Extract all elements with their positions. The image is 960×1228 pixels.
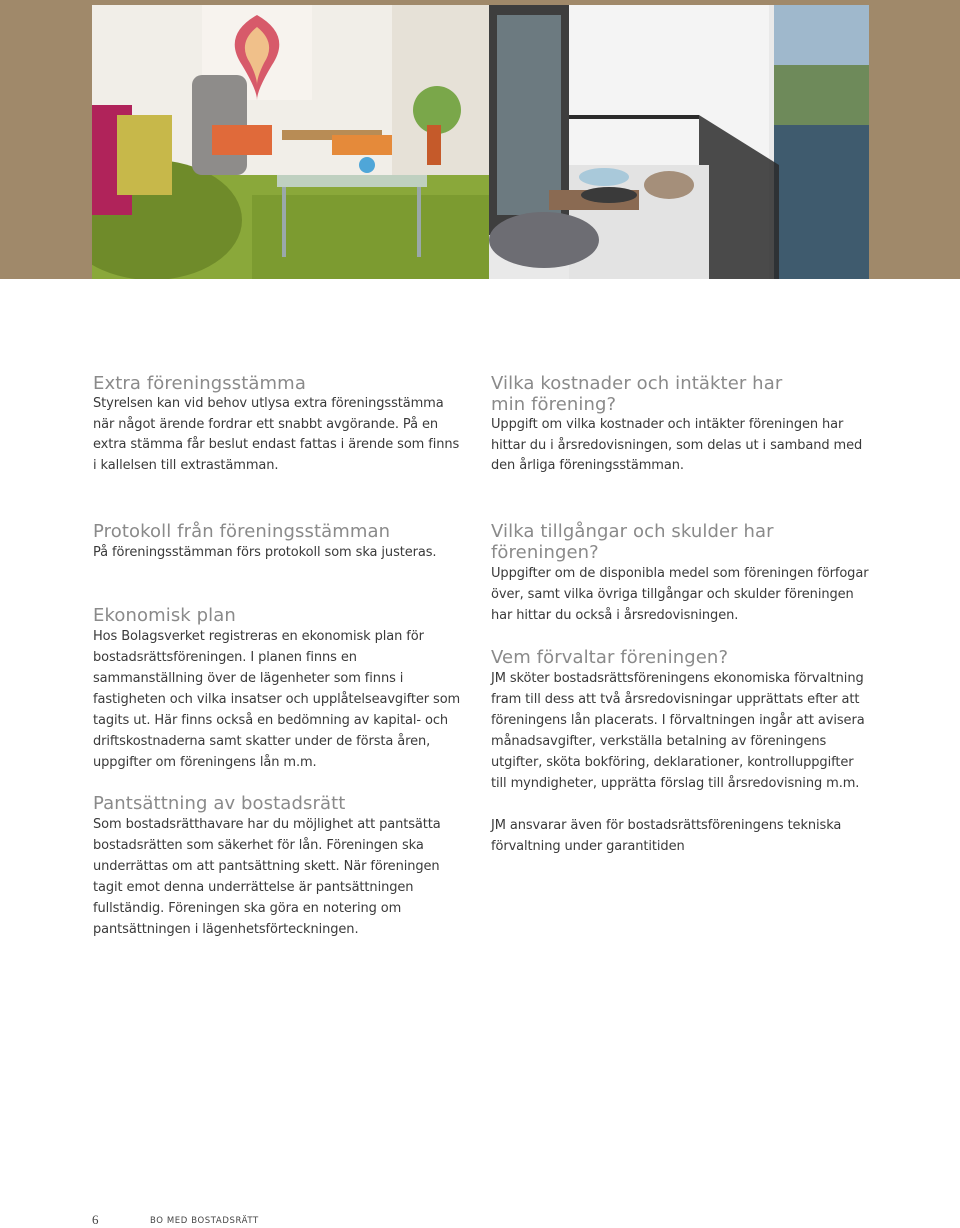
living-room-photo bbox=[92, 5, 489, 279]
section-forvaltar bbox=[491, 647, 869, 857]
section-body: Som bostadsrätthavare har du möjlighet att pantsätta bostadsrätten som säkerhet för lån. Föreningen ska underrättas om att pantsättning skett. När föreningen tagit emot denna underrättelse är pantsättningen fullständig. Föreningen ska göra en notering om pantsättningen i lägenhetsförteckningen. bbox=[93, 817, 441, 937]
section-kostnader-intakter bbox=[491, 373, 867, 477]
page-number: 6 bbox=[92, 1212, 99, 1227]
section-protokoll bbox=[93, 521, 471, 563]
section-heading: Protokoll från föreningsstämman bbox=[93, 521, 391, 542]
section-body: Uppgifter om de disponibla medel som föreningen förfogar över, samt vilka övriga tillgångar och skulder föreningen har hittar du också i årsredovisningen. bbox=[491, 566, 869, 623]
section-body: JM sköter bostadsrättsföreningens ekonomiska förvaltning fram till dess att två årsredovisningar upprättats efter att föreningens lån placerats. I förvaltningen ingår att avisera månadsavgifter, verkställa betalning av föreningens utgifter, sköta bokföring, deklarationer, kontrolluppgifter till myndigheter, upprätta förslag till årsredovisning m.m. bbox=[491, 671, 865, 791]
section-heading: Vilka tillgångar och skulder har föreningen? bbox=[491, 521, 774, 563]
balcony-photo bbox=[489, 5, 869, 279]
section-body: På föreningsstämman förs protokoll som ska justeras. bbox=[93, 545, 437, 560]
section-heading: Vilka kostnader och intäkter har min förening? bbox=[491, 373, 783, 415]
section-heading: Pantsättning av bostadsrätt bbox=[93, 793, 346, 814]
section-heading: Vem förvaltar föreningen? bbox=[491, 647, 729, 668]
section-body-2: JM ansvarar även för bostadsrättsföreningens tekniska förvaltning under garantitiden bbox=[491, 818, 842, 854]
section-ekonomisk-plan bbox=[93, 605, 471, 773]
section-body: Hos Bolagsverket registreras en ekonomisk plan för bostadsrättsföreningen. I planen finns en sammanställning över de lägenheter som finns i fastigheten och vilka insatser och upplåtelseavgifter som tagits ut. Här finns också en bedömning av kapital- och driftskostnaderna samt skatter under de första åren, uppgifter om föreningens lån m.m. bbox=[93, 629, 461, 770]
section-heading: Ekonomisk plan bbox=[93, 605, 236, 626]
section-tillgangar-skulder bbox=[491, 521, 869, 626]
section-pantsattning bbox=[93, 793, 471, 940]
section-body: Uppgift om vilka kostnader och intäkter föreningen har hittar du i årsredovisningen, som delas ut i samband med den årliga föreningsstämman. bbox=[491, 417, 863, 473]
section-heading: Extra föreningsstämma bbox=[93, 373, 306, 394]
running-footer-title: BO MED BOSTADSRÄTT bbox=[150, 1216, 259, 1226]
section-body: Styrelsen kan vid behov utlysa extra föreningsstämma när något ärende fordrar ett snabbt avgörande. På en extra stämma får beslut endast fattas i ärende som finns i kallelsen till extrastämman. bbox=[93, 396, 460, 473]
section-extra-foreningsstamma bbox=[93, 373, 471, 476]
